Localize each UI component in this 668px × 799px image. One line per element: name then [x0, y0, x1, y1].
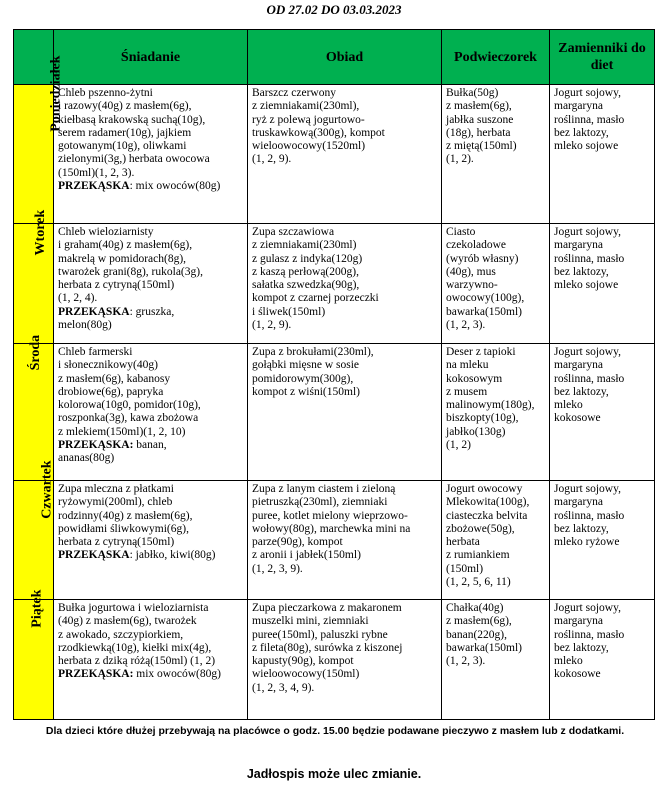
snack-label: PRZEKĄSKA [58, 180, 130, 193]
afternoon-snack-text: Chałka(40g) z masłem(6g), banan(220g), bawarka(150ml) (1, 2, 3). [446, 602, 522, 668]
breakfast-text: Bułka jogurtowa i wieloziarnista (40g) z masłem(6g), twarożek z awokado, szczypiorkiem, rzodkiewką(10g), kiełki mix(4g), herbata z dziką różą(150ml) (1, 2) [58, 602, 216, 668]
afternoon-snack-text: Bułka(50g) z masłem(6g), jabłka suszone (18g), herbata z miętą(150ml) (1, 2). [446, 87, 517, 166]
substitutes-text: Jogurt sojowy, margaryna roślinna, masło bez laktozy, mleko kokosowe [554, 346, 625, 425]
substitutes-text: Jogurt sojowy, margaryna roślinna, masło bez laktozy, mleko kokosowe [554, 602, 625, 681]
snack-value: banan, ananas(80g) [58, 439, 167, 465]
lunch-cell [248, 344, 442, 481]
substitutes-cell [550, 224, 655, 344]
afternoon-snack-cell [442, 344, 550, 481]
lunch-text: Zupa szczawiowa z ziemniakami(230ml) z gulasz z indyka(120g) z kaszą perłową(200g), sałatka szwedzka(90g), kompot z czarnej porzeczki i śliwek(150ml) (1, 2, 9). [252, 226, 379, 332]
breakfast-cell [54, 481, 248, 600]
header-breakfast: Śniadanie [54, 30, 248, 85]
substitutes-text: Jogurt sojowy, margaryna roślinna, masło bez laktozy, mleko sojowe [554, 226, 625, 292]
day-label-cell [14, 209, 54, 344]
breakfast-cell [54, 224, 248, 344]
snack-label: PRZEKĄSKA: [58, 439, 134, 452]
snack-label: PRZEKĄSKA [58, 305, 130, 318]
breakfast-cell [54, 344, 248, 481]
afternoon-snack-cell [442, 600, 550, 720]
afternoon-snack-text: Jogurt owocowy Mlekowita(100g), ciasteczka belvita zbożowe(50g), herbata z rumiankiem (150ml) (1, 2, 5, 6, 11) [446, 483, 530, 589]
substitutes-text: Jogurt sojowy, margaryna roślinna, masło bez laktozy, mleko sojowe [554, 87, 625, 153]
afternoon-snack-cell [442, 85, 550, 224]
lunch-text: Zupa pieczarkowa z makaronem muszelki mini, ziemniaki puree(150ml), paluszki rybne z fileta(80g), surówka z kiszonej kapusty(90g), kompot wieloowocowy(150ml) (1, 2, 3, 4, 9). [252, 602, 403, 694]
substitutes-cell [550, 481, 655, 600]
day-name: Piątek [29, 589, 45, 628]
breakfast-cell [54, 85, 248, 224]
day-name: Poniedziałek [48, 55, 64, 132]
snack-label: PRZEKĄSKA [58, 549, 130, 562]
header-diet-substitutes: Zamienniki do diet [550, 30, 655, 85]
breakfast-text: Chleb farmerski i słonecznikowy(40g) z masłem(6g), kabanosy drobiowe(6g), papryka kolorowa(10g0, pomidor(10g), roszponka(3g), kawa zbożowa z mlekiem(150ml)(1, 2, 10) [58, 346, 201, 438]
header-afternoon-snack: Podwieczorek [442, 30, 550, 85]
substitutes-cell [550, 600, 655, 720]
lunch-cell [248, 481, 442, 600]
snack-label: PRZEKĄSKA: [58, 668, 134, 681]
table-row [14, 481, 655, 600]
table-row [14, 600, 655, 720]
lunch-text: Barszcz czerwony z ziemniakami(230ml), ryż z polewą jogurtowo- truskawkową(300g), kompot wieloowocowy(1520ml) (1, 2, 9). [252, 87, 385, 166]
day-name: Środa [28, 334, 44, 371]
header-lunch: Obiad [248, 30, 442, 85]
substitutes-cell [550, 344, 655, 481]
day-label-cell [14, 55, 64, 224]
table-row [14, 85, 655, 224]
lunch-text: Zupa z lanym ciastem i zieloną pietruszką(230ml), ziemniaki puree, kotlet mielony wieprzowo- wołowy(80g), marchewka mini na parze(90g), kompot z aronii i jabłek(150ml) (1, 2, 3, 9). [252, 483, 411, 575]
snack-value: : mix owoców(80g) [129, 180, 221, 193]
table-row [14, 344, 655, 481]
day-label-cell [14, 460, 55, 600]
footer-warning: Jadłospis może ulec zmianie. [246, 767, 422, 781]
breakfast-text: Chleb wieloziarnisty i graham(40g) z masłem(6g), makrelą w pomidorach(8g), twarożek grani(8g), rukola(3g), herbata z cytryną(150ml) (1, 2, 4). [58, 226, 203, 305]
substitutes-cell [550, 85, 655, 224]
day-label-cell [14, 589, 54, 720]
lunch-text: Zupa z brokułami(230ml), gołąbki mięsne w sosie pomidorowym(300g), kompot z wiśni(150ml) [252, 346, 374, 398]
breakfast-text: Zupa mleczna z płatkami ryżowymi(200ml), chleb rodzinny(40g) z masłem(6g), powidłami śliwkowymi(6g), herbata z cytryną(150ml) [58, 483, 193, 549]
afternoon-snack-cell [442, 481, 550, 600]
footer-note: Dla dzieci które dłużej przebywają na placówce o godz. 15.00 będzie podawane pieczywo z masłem lub z dodatkami. [45, 725, 625, 737]
day-name: Wtorek [33, 209, 49, 256]
day-name: Czwartek [39, 460, 55, 519]
menu-table [13, 29, 655, 720]
snack-value: : jabłko, kiwi(80g) [129, 549, 216, 562]
table-row [14, 224, 655, 344]
substitutes-text: Jogurt sojowy, margaryna roślinna, masło bez laktozy, mleko ryżowe [554, 483, 625, 549]
snack-value: : gruszka, melon(80g) [58, 305, 175, 332]
afternoon-snack-text: Ciasto czekoladowe (wyrób własny) (40g), mus warzywno- owocowy(100g), bawarka(150ml) (1, 2, 3). [446, 226, 525, 332]
page-title: OD 27.02 DO 03.03.2023 [266, 2, 402, 17]
afternoon-snack-cell [442, 224, 550, 344]
header-row [14, 30, 655, 85]
snack-value: mix owoców(80g) [133, 668, 221, 681]
afternoon-snack-text: Deser z tapioki na mleku kokosowym z musem malinowym(180g), biszkopty(10g), jabłko(130g) (1, 2) [446, 346, 535, 452]
breakfast-text: Chleb pszenno-żytni i razowy(40g) z masłem(6g), kiełbasą krakowską suchą(10g), serem radamer(10g), jajkiem gotowanym(10g), oliwkami zielonymi(3g,) herbata owocowa (150ml)(1, 2, 3). [58, 87, 210, 179]
lunch-cell [248, 224, 442, 344]
breakfast-cell [54, 600, 248, 720]
lunch-cell [248, 85, 442, 224]
lunch-cell [248, 600, 442, 720]
